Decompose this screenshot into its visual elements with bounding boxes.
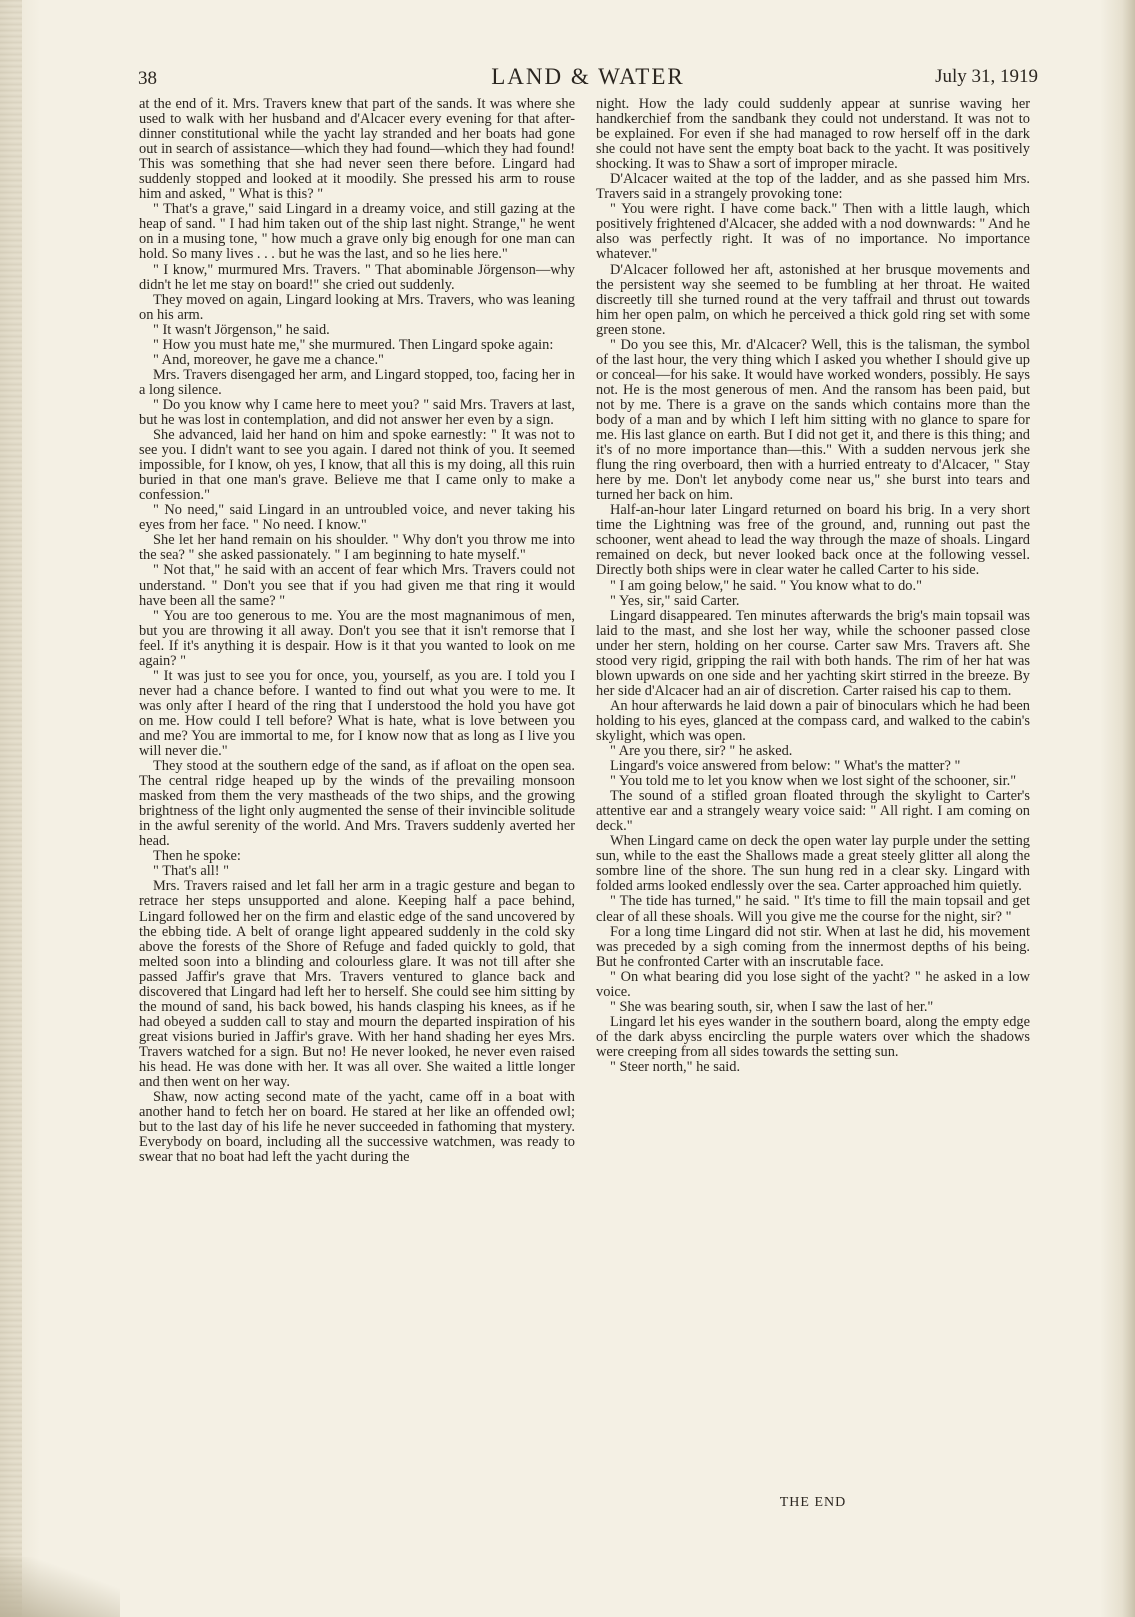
paragraph: D'Alcacer waited at the top of the ladder, and as she passed him Mrs. Travers said in a strangely provoking tone: [596, 171, 1030, 203]
paragraph: " It wasn't Jörgenson," he said. [153, 321, 330, 338]
page-header [138, 62, 1038, 92]
paragraph: " You were right. I have come back." Then with a little laugh, which positively frightened d'Alcacer, she added with a nod downwards: " And he also was perfectly right. It was of no importance. No importance whatever." [596, 201, 1030, 263]
paragraph: They stood at the southern edge of the sand, as if afloat on the open sea. The central ridge heaped up by the winds of the prevailing monsoon masked from them the very mastheads of the two ships, and the growing brightness of the light only augmented the sense of their invincible solitude in the awful serenity of the world. And Mrs. Travers suddenly averted her head. [139, 758, 575, 850]
paragraph: " On what bearing did you lose sight of the yacht? " he asked in a low voice. [596, 968, 1030, 1000]
paragraph: They moved on again, Lingard looking at Mrs. Travers, who was leaning on his arm. [139, 291, 575, 323]
paragraph: " It was just to see you for once, you, yourself, as you are. I told you I never had a chance before. I wanted to find out what you were to me. It was only after I heard of the ring that I understood the hold you have got on me. How could I tell before? What is hate, what is love between you and me? You are immortal to me, for I know now that as long as I live you will never die." [139, 667, 575, 760]
paragraph: An hour afterwards he laid down a pair of binoculars which he had been holding to his eyes, glanced at the compass card, and walked to the cabin's skylight, which was open. [596, 697, 1030, 744]
paragraph: For a long time Lingard did not stir. When at last he did, his movement was preceded by a sigh coming from the innermost depths of his being. But he confronted Carter with an inscrutable face. [596, 923, 1030, 970]
paragraph: Lingard's voice answered from below: " What's the matter? " [610, 758, 961, 775]
page-number: 38 [138, 68, 157, 89]
paragraph: " She was bearing south, sir, when I saw the last of her." [610, 998, 934, 1015]
paragraph: at the end of it. Mrs. Travers knew that part of the sands. It was where she used to walk with her husband and d'Alcacer every evening for that after-dinner constitutional while the yacht lay stranded and her boats had gone out in search of assistance—which they had found—which they had found! This was something that she had never seen there before. Lingard had suddenly stopped and looked at it moodily. She pressed his arm to rouse him and asked, " What is this? " [139, 96, 575, 203]
paragraph: The sound of a stifled groan floated through the skylight to Carter's attentive ear and a strangely weary voice said: " All right. I am coming on deck." [596, 788, 1030, 835]
paragraph: D'Alcacer followed her aft, astonished at her brusque movements and the persistent way she seemed to be fumbling at her throat. He waited discreetly till she turned round at the very taffrail and thrust out towards him her open palm, on which he perceived a thick gold ring set with some green stone. [596, 261, 1030, 338]
paragraph: Then he spoke: [153, 848, 241, 865]
paragraph: " I know," murmured Mrs. Travers. " That abominable Jörgenson—why didn't he let me stay on board!" she cried out suddenly. [139, 261, 575, 293]
paragraph: night. How the lady could suddenly appear at sunrise waving her handkerchief from the sandbank they could not understand. It was not to be explained. For even if she had managed to row herself off in the dark she could not have sent the empty boat back to the yacht. It was positively shocking. It was to Shaw a sort of improper miracle. [596, 96, 1030, 173]
paragraph: Mrs. Travers disengaged her arm, and Lingard stopped, too, facing her in a long silence. [139, 366, 575, 398]
paragraph: Mrs. Travers raised and let fall her arm in a tragic gesture and began to retrace her steps unsupported and alone. Keeping half a pace behind, Lingard followed her on the firm and elastic edge of the sand uncovered by the ebbing tide. A belt of orange light appeared suddenly in the cold sky above the forests of the Shore of Refuge and faded quickly to gold, that melted soon into a blinding and colourless glare. It was not till after she passed Jaffir's grave that Mrs. Travers ventured to glance back and discovered that Lingard had left her to herself. She could see him sitting by the mound of sand, his back bowed, his hands clasping his knees, as if he had obeyed a sudden call to stay and mourn the departed inspiration of his great visions buried in Jaffir's grave. With her hand shading her eyes Mrs. Travers watched for a sign. But no! He never looked, he never even raised his head. He was done with her. It was all over. She waited a little longer and then went on her way. [139, 878, 575, 1091]
paragraph: Shaw, now acting second mate of the yacht, came off in a boat with another hand to fetch her on board. He stared at her like an offended owl; but to the last day of his life he never succeeded in fathoming that mystery. Everybody on board, including all the successive watchmen, was ready to swear that no boat had left the yacht during the [139, 1089, 575, 1166]
masthead-title: LAND & WATER [491, 64, 685, 89]
paragraph: " How you must hate me," she murmured. Then Lingard spoke again: [153, 336, 554, 353]
paragraph: Half-an-hour later Lingard returned on board his brig. In a very short time the Lightning was free of the ground, and, running out past the schooner, went ahead to lead the way through the maze of shoals. Lingard remained on deck, but never looked back once at the following vessel. Directly both ships were in clear water he called Carter to his side. [596, 502, 1030, 579]
paragraph: " I am going below," he said. " You know what to do." [610, 577, 922, 594]
paragraph: " And, moreover, he gave me a chance." [153, 351, 384, 368]
paragraph: " You told me to let you know when we lost sight of the schooner, sir." [610, 773, 1017, 790]
paragraph: " No need," said Lingard in an untroubled voice, and never taking his eyes from her face. " No need. I know." [139, 502, 575, 534]
paragraph: " Do you see this, Mr. d'Alcacer? Well, this is the talisman, the symbol of the last hour, the very thing which I asked you whether I should give up or conceal—for his sake. It would have worked wonders, possibly. He says not. He is the most generous of men. And the ransom has been paid, but not by me. There is a grave on the sands which contains more than the body of a man and by which I left him sitting with no glance to spare for me. His last glance on earth. But I did not get it, and there is this thing; and it's of no more importance than—this." With a sudden nervous jerk she flung the ring overboard, then with a hurried entreaty to d'Alcacer, " Stay here by me. Don't let anybody come near us," she burst into tears and turned her back on him. [596, 336, 1030, 504]
page-binding-edge [0, 0, 22, 1617]
paragraph: " That's all! " [153, 863, 230, 880]
page-corner-shadow [0, 1557, 120, 1617]
paragraph: " You are too generous to me. You are the most magnanimous of men, but you are throwing it all away. Don't you see that it isn't remorse that I feel. If it's anything it is despair. How is it that you wanted to look on me again? " [139, 607, 575, 669]
paragraph: " Do you know why I came here to meet you? " said Mrs. Travers at last, but he was lost in contemplation, and did not answer her even by a sign. [139, 396, 575, 428]
paragraph: " The tide has turned," he said. " It's time to fill the main topsail and get clear of all these shoals. Will you give me the course for the night, sir? " [596, 893, 1030, 925]
paragraph: " Are you there, sir? " he asked. [610, 743, 793, 760]
paragraph: " Steer north," he said. [610, 1059, 741, 1075]
paragraph: She advanced, laid her hand on him and spoke earnestly: " It was not to see you. I didn't want to see you again. I dared not think of you. It seemed impossible, for I know, oh yes, I know, that all this is my doing, all this ruin buried in that one man's grave. Believe me that I came only to make a confession." [139, 427, 575, 504]
paragraph: When Lingard came on deck the open water lay purple under the setting sun, while to the east the Shallows made a great steely glitter all along the sombre line of the shore. The sun hung red in a clear sky. Lingard with folded arms looked endlessly over the sea. Carter approached him quietly. [596, 833, 1030, 895]
paragraph: " Yes, sir," said Carter. [610, 592, 740, 609]
paragraph: Lingard let his eyes wander in the southern board, along the empty edge of the dark abyss encircling the purple waters over which the shadows were creeping from all sides towards the setting sun. [596, 1013, 1030, 1060]
paragraph: " That's a grave," said Lingard in a dreamy voice, and still gazing at the heap of sand. " I had him taken out of the ship last night. Strange," he went on in a musing tone, " how much a grave only big enough for one man can hold. So many lives . . . but he was the last, and so he lies here." [139, 201, 575, 263]
the-end-label: THE END [779, 1495, 847, 1510]
issue-date: July 31, 1919 [935, 66, 1038, 87]
paragraph: " Not that," he said with an accent of fear which Mrs. Travers could not understand. " Don't you see that if you had given me that ring it would have been all the same? " [139, 562, 575, 609]
paragraph: She let her hand remain on his shoulder. " Why don't you throw me into the sea? " she asked passionately. " I am beginning to hate myself." [139, 532, 575, 564]
paragraph: Lingard disappeared. Ten minutes afterwards the brig's main topsail was laid to the mast, and she lost her way, while the schooner passed close under her stern, holding on her course. Carter saw Mrs. Travers aft. She stood very rigid, gripping the rail with both hands. The rim of her hat was blown upwards on one side and her yachting skirt stirred in the breeze. By her side d'Alcacer had an air of discretion. Carter raised his cap to them. [596, 607, 1030, 699]
right-column [596, 97, 1030, 1075]
left-column [139, 97, 575, 1165]
